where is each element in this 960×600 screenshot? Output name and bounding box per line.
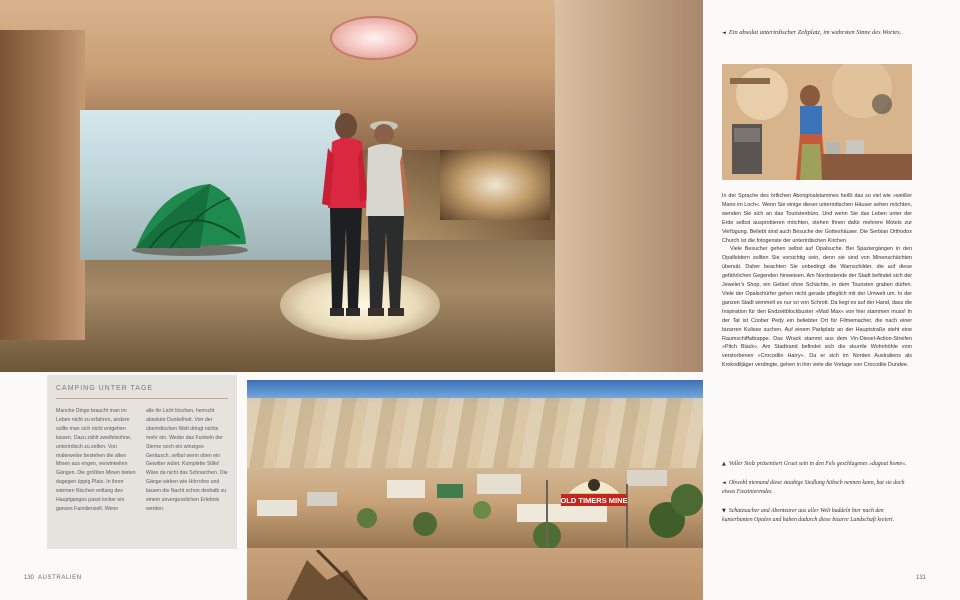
section-name: AUSTRALIEN [38,575,82,581]
down-arrow-icon: ▼ [722,508,726,514]
article-paragraph-1: In der Sprache des örtlichen Aboriginalstammes heißt das so viel wie »weißer Mann im Loch«. Wenn Sie einige dieser unterirdischen Häuser sehen möchten, wenden Sie sich an das Touristenbüro. Und wenn Sie das Leben unter der Erde selbst ausprobieren möchten, stehen Ihnen dafür mehrere Motels zur Verfügung. Beliebt sind auch Besuche der Gotteshäuser. Die Serbian Orthodox Church ist die fotogenste der unterirdischen Kirchen. [722,193,912,244]
article-body [722,192,912,370]
caption-settlement-text: Obwohl niemand diese staubige Siedlung hübsch nennen kann, hat sie doch etwas Faszinierendes. [722,480,905,495]
dugout-kitchen-photo [722,64,912,180]
cave-right-wall [555,0,703,372]
photo-captions [722,460,912,535]
town-buildings [247,440,703,550]
cave-tunnel [440,150,550,220]
sidebar-box [47,375,237,549]
caption-treasure-hunters-text: Schatzsucher und Abenteurer aus aller Welt buddeln hier nach den kunterbunten Opalen und haben dadurch diese bizarre Landschaft kreiert. [722,508,895,523]
kitchen-scene [722,64,912,180]
skylight-shaft [330,16,418,60]
article-paragraph-2: Viele Besucher gehen selbst auf Opalsuche. Bei Spaziergängen in den Opalfeldern sollten Sie vorsichtig sein, denn sie sind von Minenschächten übersät. Daher beachten Sie unbedingt die Warnschilder, die auf diese gefährlichen Gegenden hinweisen. Am Nordostende der Stadt befindet sich der Jeweler's Shop, ein Gebiet ohne Schächte, in dem Touristen graben dürfen. Viele der Opalschürfer gehen nicht gerade pfleglich mit der Umwelt um. In der ganzen Stadt wimmelt es nur so von Schrott. Da liegt es auf der Hand, dass die Inspiration für den Endzeitblockbuster »Mad Max« von hier stammen muss! In der Tat ist Coober Pedy ein beliebter Ort für Filmemacher, die nach einer bizarren Kulisse suchen. Auf einem Parkplatz an der Hauptstraße steht eine Raumschiffattrappe. Das Wrack stammt aus dem Vin-Diesel-Action-Streifen »Pitch Black«. Am Stadtrand befindet sich die skurrile Wohnhöhle vom verstorbenen »Crocodile Harry«. Da er sich im Norden Australiens als Krokodiljäger verdingte, gehen in ihm viele die Vorlage von Crocodile Dundee. [722,246,912,369]
caption-settlement [722,479,912,497]
caption-treasure-hunters [722,507,912,525]
sidebar-title: CAMPING UNTER TAGE [56,385,228,399]
foreground-rubble [287,550,407,600]
page-number-right: 131 [916,575,927,581]
caption-tent-text: Ein absolut unterirdischer Zeltplatz, im wahrsten Sinne des Wortes. [728,29,902,36]
old-timers-mine-sign [559,468,629,512]
left-arrow-icon: ◄ [722,480,726,486]
mine-sign-text: OLD TIMERS MINE [560,496,628,505]
folio-left [24,575,82,581]
up-arrow-icon: ▲ [722,461,726,467]
right-column-caption [722,28,912,38]
man-grey-shirt [362,116,412,326]
caption-tent [722,28,912,38]
left-arrow-icon: ◄ [722,30,726,36]
green-tent [130,178,250,256]
caption-dugout [722,460,912,469]
sidebar-text-col1: Manche Dinge braucht man im Leben nicht zu erfahren, andere sollte man sich nicht entgehen lassen. Dazu zählt zweifelsohne, unterirdisch zu zelten. Von malerwelse bestehen die alten Minen aus engen, verwinkelten Gängen. Die größten Minen bieten dagegen üppig Platz. In ihren wärmen Nischen entlang des Hauptganges passt locker ein ganzes Familienzelt. Wenn [56,408,136,512]
town-photo [247,380,703,600]
cave-camping-photo [0,0,703,372]
cave-left-wall [0,30,85,340]
caption-dugout-text: Voller Stolz präsentiert Gruet sein in den Fels geschlagenes »dugout home«. [728,461,907,467]
page-number-left: 130 [24,575,35,581]
sidebar-text-col2: alle ihr Licht löschen, herrscht absolute Dunkelheit. Von der überirdischen Welt dringt nichts mehr ein. Weder das Funkeln der Sterne noch ein winziges Geräusch, selbst wenn oben ein Gewitter wütet. Komplette Stille! Wäre da nicht das Schnarchen. Die Gänge wirken wie Hörrohre und lassen die Nacht schon deshalb zu einem unvergesslichen Erlebnis werden. [146,408,228,512]
